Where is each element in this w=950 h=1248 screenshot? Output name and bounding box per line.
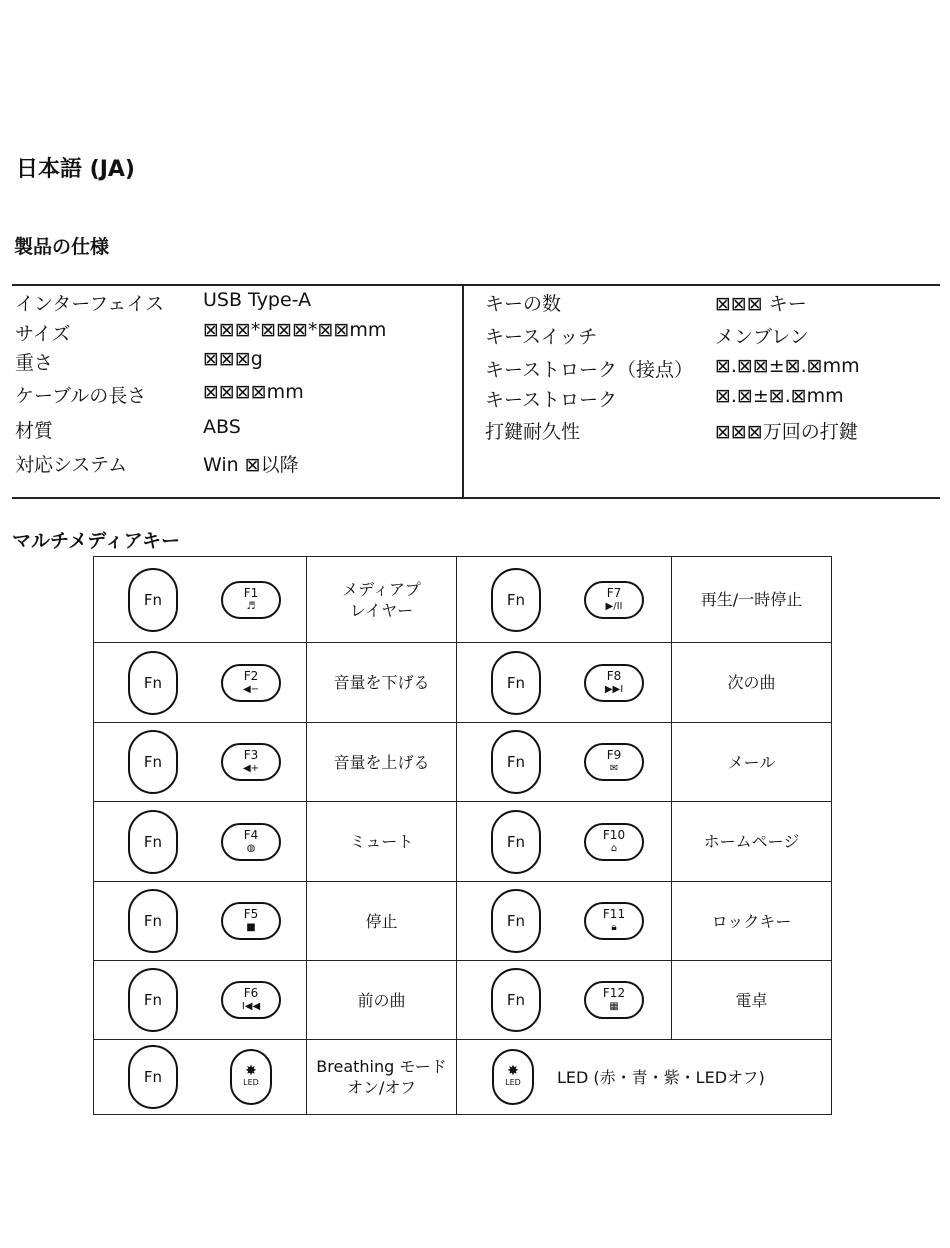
key-combo-cell (457, 882, 672, 961)
function-key-label: F10 (602, 827, 626, 842)
specs-top-rule (12, 284, 940, 286)
key-combo-cell (94, 1040, 307, 1115)
media-icon: ▶/II (605, 600, 623, 612)
key-function-description: 前の曲 (357, 990, 406, 1010)
led-key (492, 1049, 534, 1105)
function-key-label: F6 (243, 986, 259, 1000)
function-key-label: F7 (606, 585, 622, 600)
key-combo-cell (94, 557, 307, 643)
function-key (584, 664, 644, 702)
key-function-cell (307, 557, 457, 643)
media-icon: ◀− (242, 683, 260, 695)
key-function-cell (307, 643, 457, 723)
spec-label: 打鍵耐久性 (485, 421, 581, 443)
sun-icon: ✸ (245, 1063, 257, 1079)
key-function-cell (307, 961, 457, 1040)
multimedia-title: マルチメディアキー (12, 530, 180, 552)
spec-label: 重さ (15, 352, 54, 374)
key-function-description: ミュート (349, 832, 414, 851)
key-combo-cell (94, 882, 307, 961)
key-combo-cell (94, 802, 307, 882)
fn-key: Fn (491, 810, 541, 874)
key-combo-cell (457, 961, 672, 1040)
function-key-label: F3 (243, 748, 259, 762)
spec-value: ⊠⊠⊠⊠mm (203, 381, 304, 403)
media-icon: 🔒︎ (611, 922, 617, 933)
fn-key: Fn (128, 889, 178, 953)
media-icon: ▶▶I (604, 683, 624, 695)
function-key (221, 902, 281, 940)
key-function-description: メディアプ レイヤー (342, 579, 421, 620)
function-key (584, 902, 644, 940)
spec-value: メンブレン (715, 326, 809, 348)
fn-key: Fn (491, 889, 541, 953)
key-function-cell (307, 802, 457, 882)
specs-title: 製品の仕様 (14, 236, 110, 258)
function-key (221, 823, 281, 861)
key-combo-cell (94, 723, 307, 802)
function-key-label: F8 (606, 668, 622, 683)
specs-divider (462, 285, 464, 497)
key-function-description: ホームページ (703, 832, 800, 851)
key-row (94, 557, 832, 643)
key-row (94, 882, 832, 961)
spec-value: ⊠⊠⊠ キー (715, 293, 807, 315)
key-function-cell (307, 882, 457, 961)
key-function-description: 音量を上げる (333, 752, 430, 772)
media-icon: ◍ (246, 842, 256, 854)
media-icon: ■ (246, 922, 256, 933)
function-key (221, 581, 281, 619)
spec-value: ⊠⊠⊠*⊠⊠⊠*⊠⊠mm (203, 319, 387, 341)
key-row (94, 961, 832, 1040)
fn-key: Fn (128, 651, 178, 715)
fn-key: Fn (128, 568, 178, 632)
key-function-description: 次の曲 (727, 673, 776, 692)
key-function-description: 音量を下げる (333, 673, 430, 692)
function-key-label: F5 (243, 907, 259, 921)
key-row (94, 643, 832, 723)
function-key-label: F1 (243, 585, 259, 600)
specs-bottom-rule (12, 497, 940, 499)
led-key (230, 1049, 272, 1105)
key-function-cell (672, 723, 832, 802)
spec-label: インターフェイス (15, 293, 165, 315)
media-icon: ♬ (246, 600, 256, 612)
spec-value: ABS (203, 416, 241, 438)
key-function-description: ロックキー (711, 911, 792, 931)
led-row (94, 1040, 832, 1115)
key-function-cell (672, 961, 832, 1040)
fn-key: Fn (128, 810, 178, 874)
fn-key: Fn (128, 1045, 178, 1109)
function-key (221, 981, 281, 1019)
function-key-label: F12 (602, 986, 626, 1000)
key-function-cell (672, 557, 832, 643)
key-combo-cell (94, 961, 307, 1040)
spec-label: キーストローク (485, 389, 618, 411)
function-key (221, 743, 281, 781)
function-key-label: F11 (602, 907, 626, 921)
spec-value: USB Type-A (203, 289, 312, 311)
media-icon: ◀+ (242, 763, 260, 774)
spec-value: Win ⊠以降 (203, 454, 299, 476)
function-key (584, 823, 644, 861)
key-function-cell (672, 643, 832, 723)
fn-key: Fn (491, 651, 541, 715)
media-icon: I◀◀ (241, 1001, 261, 1012)
function-key-label: F2 (243, 668, 259, 683)
function-key (221, 664, 281, 702)
language-heading: 日本語 (JA) (16, 157, 135, 182)
spec-value: ⊠.⊠⊠±⊠.⊠mm (715, 355, 860, 377)
key-combo-cell (457, 723, 672, 802)
key-combo-cell (457, 643, 672, 723)
led-key-label: LED (243, 1078, 259, 1087)
fn-key: Fn (128, 968, 178, 1032)
spec-label: 材質 (15, 420, 54, 442)
spec-value: ⊠⊠⊠万回の打鍵 (715, 421, 858, 443)
key-function-description: 電卓 (735, 990, 768, 1010)
led-cycle-cell (457, 1040, 832, 1115)
spec-label: サイズ (15, 323, 71, 345)
key-function-description: Breathing モード オン/オフ (316, 1057, 447, 1097)
media-icon: ▦ (609, 1001, 619, 1012)
function-key-label: F9 (606, 748, 622, 762)
key-function-cell (307, 1040, 457, 1115)
spec-label: キースイッチ (485, 326, 598, 348)
key-function-cell (672, 802, 832, 882)
spec-label: キーの数 (485, 293, 562, 315)
key-function-cell (672, 882, 832, 961)
key-function-description: 再生/一時停止 (700, 590, 803, 609)
key-row (94, 802, 832, 882)
fn-key: Fn (491, 568, 541, 632)
function-key-label: F4 (243, 827, 259, 842)
fn-key: Fn (128, 730, 178, 794)
spec-label: 対応システム (15, 454, 128, 476)
media-icon: ✉ (609, 763, 619, 774)
function-key (584, 743, 644, 781)
key-combo-cell (457, 557, 672, 643)
sun-icon: ✸ (507, 1063, 519, 1079)
fn-key: Fn (491, 968, 541, 1032)
key-combo-cell (94, 643, 307, 723)
key-function-description: LED (赤・青・紫・LEDオフ) (557, 1067, 765, 1087)
function-key (584, 981, 644, 1019)
key-combo-cell (457, 802, 672, 882)
fn-key: Fn (491, 730, 541, 794)
spec-label: ケーブルの長さ (15, 385, 147, 407)
media-icon: ⌂ (610, 842, 618, 854)
spec-value: ⊠⊠⊠g (203, 348, 263, 370)
multimedia-key-table (93, 556, 832, 1115)
function-key (584, 581, 644, 619)
key-function-cell (307, 723, 457, 802)
led-key-label: LED (505, 1078, 521, 1087)
spec-value: ⊠.⊠±⊠.⊠mm (715, 385, 844, 407)
spec-label: キーストローク（接点） (485, 359, 694, 381)
key-row (94, 723, 832, 802)
key-function-description: 停止 (365, 911, 398, 931)
key-function-description: メール (727, 752, 776, 772)
